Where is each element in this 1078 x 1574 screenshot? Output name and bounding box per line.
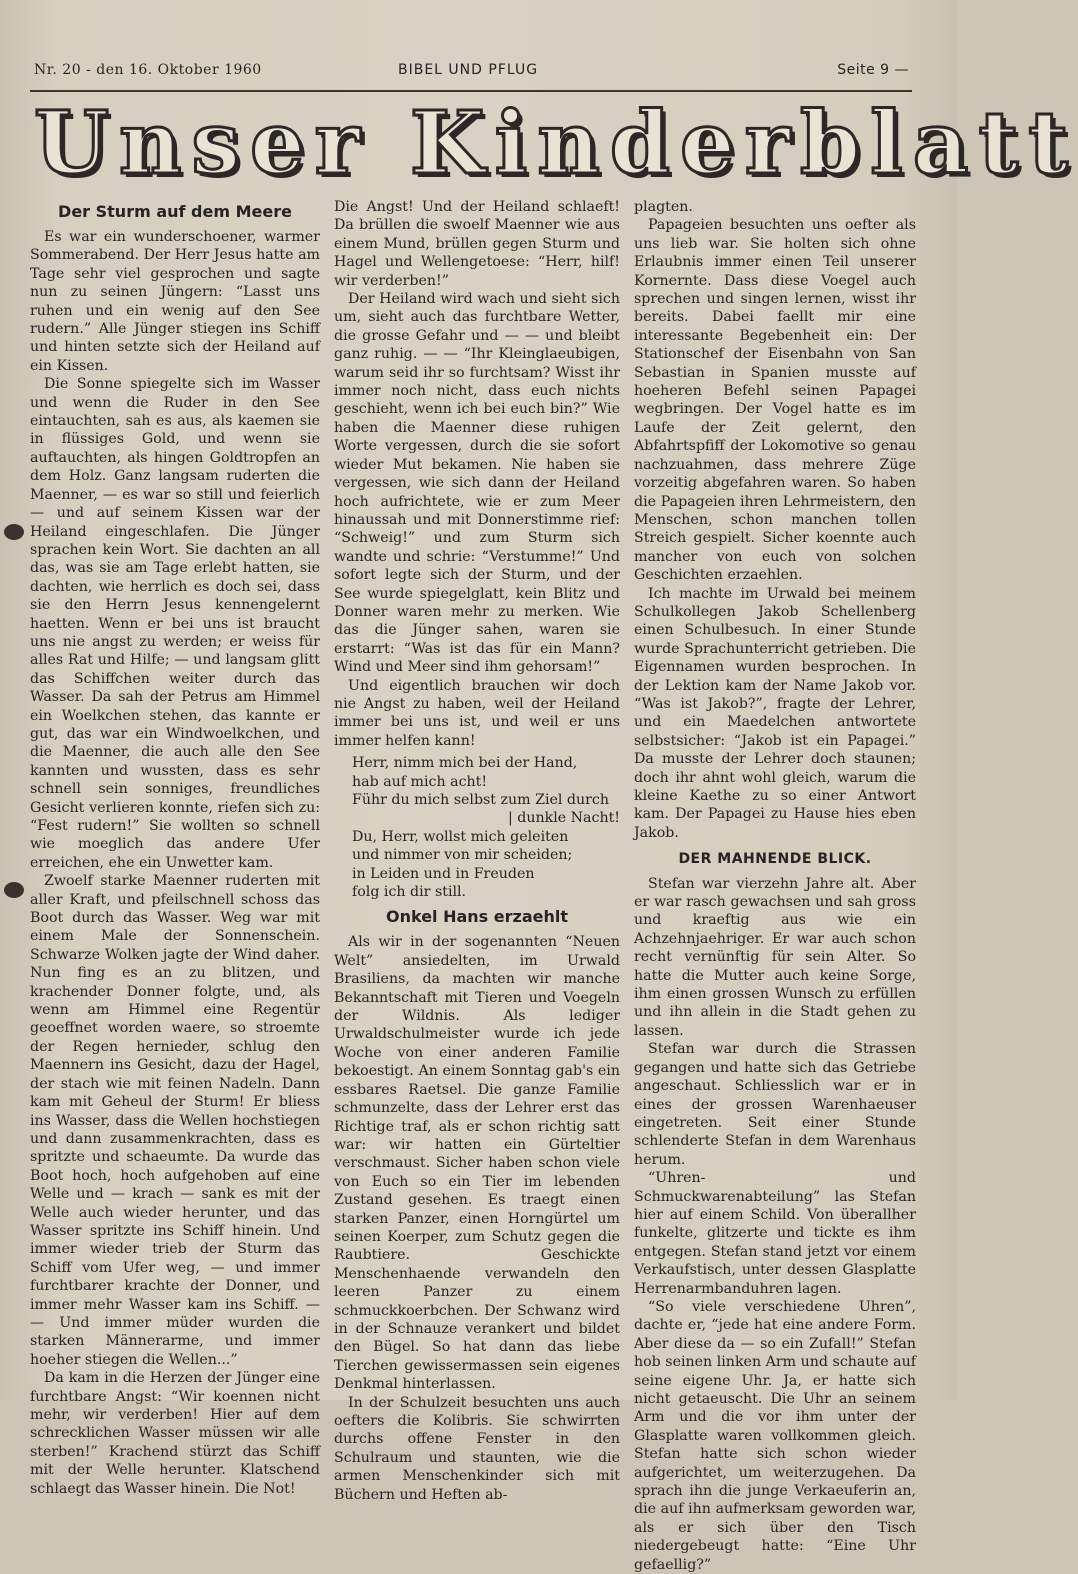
paragraph: Der Heiland wird wach und sieht sich um, sieht auch das furchtbare Wetter, die grosse Gefahr und — — und bleibt ganz ruhig. — — “Ihr Kleinglaeubigen, warum seid ihr so furchtsam? Wisst ihr immer noch nicht, dass euch nichts geschieht, wenn ich bei euch bin?” Wie haben die Maenner diese ruhigen Worte vergessen, durch die sie sofort wieder Mut bekamen. Nie haben sie vergessen, wie sich dann der Heiland hoch aufrichtete, wie er zum Meer hinaussah und mit Donnerstimme rief: “Schweig!” und zum Sturm sich wandte und schrie: “Verstumme!” Und sofort legte sich der Sturm, und der See wurde spiegelglatt, kein Blitz und Donner waren mehr zu merken. Wie das die Jünger sahen, waren sie erstarrt: “Was ist das für ein Mann? Wind und Meer sind ihm gehorsam!” [334,291,620,676]
paragraph: Da kam in die Herzen der Jünger eine furchtbare Angst: “Wir koennen nicht mehr, wir verderben! Hier auf dem schrecklichen Wasser müssen wir alle sterben!” Krachend stürzt das Schiff mit der Welle herunter. Klatschend schlaegt das Wasser hinein. Die Not! [30,1370,320,1497]
poem-line: | dunkle Nacht! [507,810,620,827]
article-title-mahnende-blick: DER MAHNENDE BLICK. [678,851,872,868]
page-number: Seite 9 — [837,62,909,78]
poem-line: hab auf mich acht! [352,773,488,790]
poem-line: Du, Herr, wollst mich geleiten [352,828,569,845]
paragraph: Als wir in der sogenannten “Neuen Welt” ansiedelten, im Urwald Brasiliens, da machten wir manche Bekanntschaft mit Tieren und Voegeln der Wildnis. Als lediger Urwaldschulmeister wurde ich jede Woche von einer anderen Familie bekoestigt. An einem Sonntag gab's ein essbares Raetsel. Die ganze Familie schmunzelte, dass der Lehrer erst das Richtige traf, als er schon richtig satt war: wir hatten ein Gürteltier verschmaust. Sicher haben schon viele von Euch so ein Tier im lebenden Zustand gesehen. Es traegt einen starken Panzer, einen Horngürtel um seinen Koerper, zum Schutz gegen die Raubtiere. Geschickte Menschenhaende verwandeln den leeren Panzer zu einem schmuckkoerbchen. Der Schwanz wird in der Schnauze verankert und bildet den Bügel. So hat dann das liebe Tierchen gewissermassen sein eigenes Denkmal hinterlassen. [334,934,620,1393]
article-title-onkel-hans: Onkel Hans erzaehlt [385,907,568,927]
punch-hole [4,882,24,898]
paragraph: Stefan war durch die Strassen gegangen und hatte sich das Getriebe angeschaut. Schliesslich war er in eines der grossen Warenhaeuser eingetreten. Seit einer Stunde schlenderte Stefan in dem Warenhaus herum. [634,1041,916,1168]
issue-date: Nr. 20 - den 16. Oktober 1960 [34,62,262,78]
masthead-title: Unser Kinderblatt [34,93,1078,194]
poem [334,754,620,901]
poem-line: in Leiden und in Freuden [352,865,535,882]
paragraph: plagten. [634,199,693,215]
paragraph: “So viele verschiedene Uhren”, dachte er, “jede hat eine andere Form. Aber diese da — so ein Zufall!” Stefan hob seinen linken Arm und schaute auf seine eigene Uhr. Ja, er hatte sich nicht getaeuscht. Die Uhr an seinem Arm und die vor ihm unter der Glasplatte waren vollkommen gleich. Stefan hatte sich schon wieder aufgerichtet, um weiterzugehen. Da sprach ihn die junge Verkaeuferin an, die auf ihn aufmerksam geworden war, als er sich über den Tisch niedergebeugt hatte: “Eine Uhr gefaellig?” [634,1298,916,1573]
poem-line: Herr, nimm mich bei der Hand, [352,755,578,772]
paragraph: “Uhren- und Schmuckwarenabteilung” las Stefan hier auf einem Schild. Von überallher funkelte, glitzerte und tickte es ihm entgegen. Stefan stand jetzt vor einem Verkaufstisch, unter dessen Glasplatte Herrenarmbanduhren lagen. [634,1170,916,1297]
paragraph: Die Angst! Und der Heiland schlaeft! Da brüllen die swoelf Maenner wie aus einem Mund, brüllen gegen Sturm und Hagel und Wellengetoese: “Herr, hilf! wir verderben!” [334,199,620,289]
paragraph: Papageien besuchten uns oefter als uns lieb war. Sie holten sich ohne Erlaubnis immer einen Teil unserer Kornernte. Dass diese Voegel auch sprechen und singen lernen, wisst ihr bereits. Dabei faellt mir eine interessante Begebenheit ein: Der Stationschef der Eisenbahn von San Sebastian in Spanien musste auf hoeheren Befehl seinen Papagei wegbringen. Der Vogel hatte es im Laufe der Zeit gelernt, den Abfahrtspfiff der Lokomotive so genau nachzuahmen, dass mehrere Züge vorzeitig abgefahren waren. So haben die Papageien ihren Lehrmeistern, den Menschen, schon manchen tollen Streich gespielt. Sicher koennte auch mancher von euch von solchen Geschichten erzaehlen. [634,217,916,584]
publication-name: BIBEL UND PFLUG [398,62,539,78]
poem-line: folg ich dir still. [352,884,467,901]
paragraph: Stefan war vierzehn Jahre alt. Aber er war rasch gewachsen und sah gross und kraeftig aus wie ein Achzehnjaehriger. Er war auch schon recht vernünftig für sein Alter. So hatte die Mutter auch keine Sorge, ihm einen grossen Wunsch zu erfüllen und ihn allein in die Stadt gehen zu lassen. [634,875,916,1039]
article-title-sturm: Der Sturm auf dem Meere [58,202,292,221]
punch-hole [4,524,24,540]
header-rule [30,90,912,92]
paragraph: Die Sonne spiegelte sich im Wasser und wenn die Ruder in den See eintauchten, sah es aus, als kaemen sie in flüssiges Gold, und wenn sie auftauchten, als hingen Goldtropfen an dem Holz. Ganz langsam ruderten die Maenner, — es war so still und feierlich — und auf seinem Kissen war der Heiland eingeschlafen. Die Jünger sprachen kein Wort. Sie dachten an all das, was sie am Tage erlebt hatten, sie dachten, wie herrlich es doch sei, dass sie den Herrn Jesus kennengelernt haetten. Wenn er bei uns ist braucht uns nie angst zu werden; er weiss für alles Rat und Hilfe; — und langsam glitt das Schiffchen weiter durch das Wasser. Da sah der Petrus am Himmel ein Woelkchen stehen, das kannte er gut, das war ein Windwoelkchen, und die Maenner, die auch alle den See kannten und wussten, dass es sehr schnell sein sonniges, freundliches Gesicht verlieren konnte, riefen sich zu: “Fest rudern!” Sie wollten so schnell wie moeglich das andere Ufer erreichen, ehe ein Unwetter kam. [30,376,320,871]
paragraph: Zwoelf starke Maenner ruderten mit aller Kraft, und pfeilschnell schoss das Boot durch das Wasser. Weg war mit einem Male der Sonnenschein. Schwarze Wolken jagte der Wind daher. Nun fing es an zu blitzen, und krachender Donner folgte, und, als wenn am Himmel eine Regentür geoeffnet worden waere, so stroemte der Regen hernieder, schlug den Maennern ins Gesicht, dazu der Hagel, der stach wie mit feinen Nadeln. Dann kam mit Geheul der Sturm! Er bliess ins Wasser, dass die Wellen hochstiegen und dann zusammenkrachten, dass es spritzte und schaeumte. Da wurde das Boot hoch, hoch aufgehoben auf eine Welle und — krach — sank es mit der Welle auch wieder herunter, und das Wasser spritzte ins Schiff hinein. Und immer wieder trieb der Sturm das Schiff vom Ufer weg, — und immer furchtbarer krachte der Donner, und immer mehr Wasser kam ins Schiff. — — Und immer müder wurden die starken Männerarme, und immer hoeher stiegen die Wellen...” [30,873,320,1368]
poem-line: Führ du mich selbst zum Ziel durch [352,792,610,808]
column-3 [634,198,916,1574]
column-2 [334,198,620,1504]
column-1 [30,198,320,1498]
paragraph: In der Schulzeit besuchten uns auch oefters die Kolibris. Sie schwirrten durchs offene Fenster in den Schulraum und staunten, wie die armen Menschenkinder sich mit Büchern und Heften ab- [334,1394,620,1503]
paragraph: Es war ein wunderschoener, warmer Sommerabend. Der Herr Jesus hatte am Tage sehr viel gesprochen und sagte nun zu seinen Jüngern: “Lasst uns ruhen und ein wenig auf den See rudern.” Alle Jünger stiegen ins Schiff und hinten setzte sich der Heiland auf ein Kissen. [30,229,320,374]
poem-line: und nimmer von mir scheiden; [352,847,573,864]
paragraph: Und eigentlich brauchen wir doch nie Angst zu haben, weil der Heiland immer bei uns ist, und weil er uns immer helfen kann! [334,677,620,749]
paragraph: Ich machte im Urwald bei meinem Schulkollegen Jakob Schellenberg einen Schulbesuch. In einer Stunde wurde Sprachunterricht getrieben. Die Eigennamen wurden besprochen. In der Lektion kam der Name Jakob vor. “Was ist Jakob?”, fragte der Lehrer, und ein Maedelchen antwortete selbstsicher: “Jakob ist ein Papagei.” Da musste der Lehrer doch staunen; doch ihr ahnt wohl gleich, warum die kleine Kaethe zu so einer Antwort kam. Der Papagei zu Hause hies eben Jakob. [634,585,916,841]
